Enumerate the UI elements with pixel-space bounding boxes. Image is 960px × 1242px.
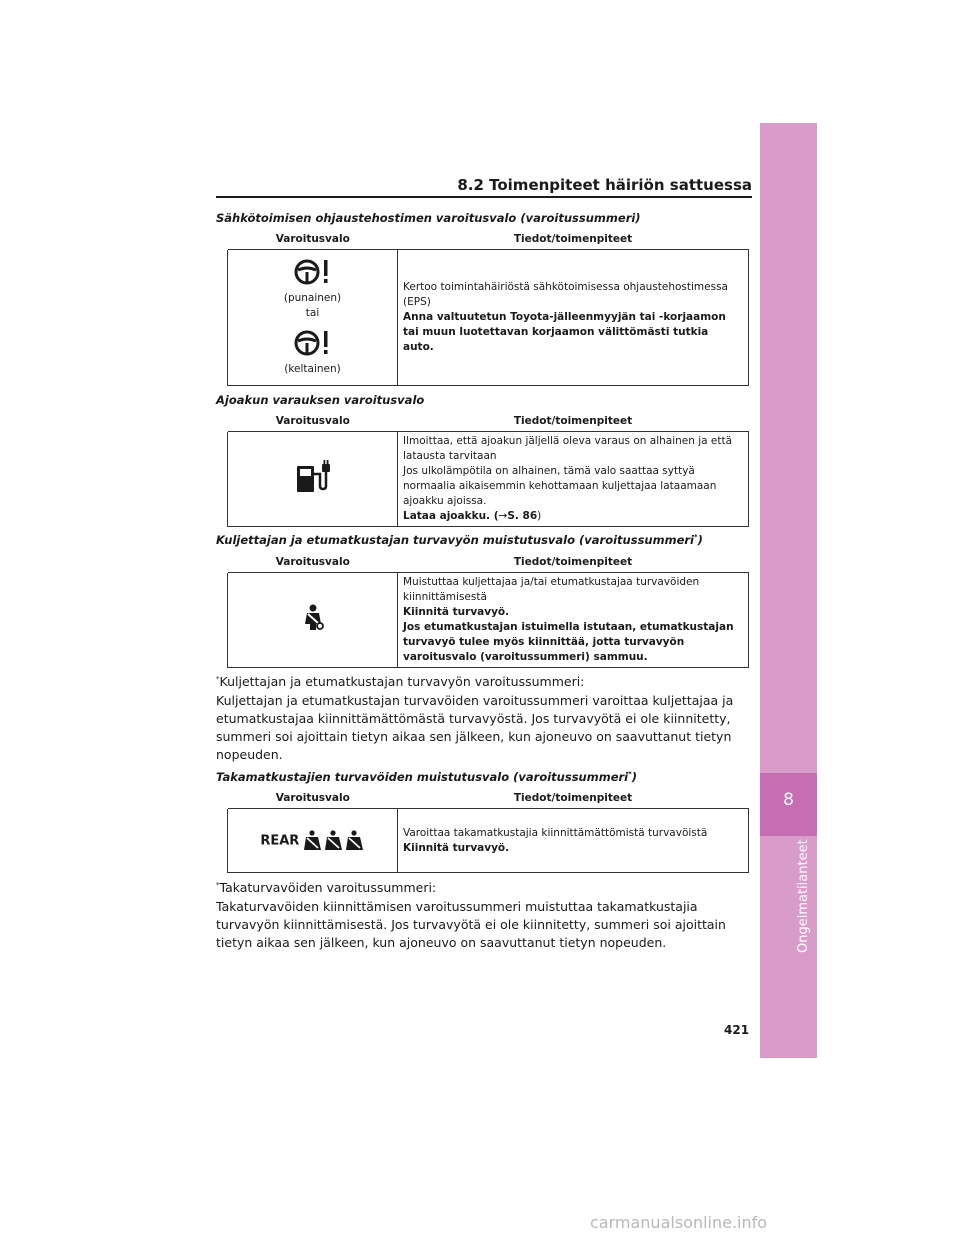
table-header-col2: Tiedot/toimenpiteet bbox=[513, 415, 633, 427]
page-number: 421 bbox=[724, 1023, 750, 1037]
info-instruction: Kiinnitä turvavyö. bbox=[403, 606, 510, 618]
header-rule bbox=[216, 196, 752, 198]
info-cell bbox=[398, 573, 749, 668]
info-instruction: Lataa ajoakku. (→S. 86) bbox=[403, 510, 542, 522]
info-cell bbox=[398, 250, 749, 386]
icon-label-or: tai bbox=[305, 307, 320, 319]
table-header-col2: Tiedot/toimenpiteet bbox=[513, 792, 633, 804]
info-text: Varoittaa takamatkustajia kiinnittämättömistä turvavöistä bbox=[403, 826, 708, 839]
info-instruction: Kiinnitä turvavyö. bbox=[403, 841, 510, 854]
rear-seatbelt-table bbox=[227, 789, 749, 873]
paragraph-rear-seatbelt: Takaturvavöiden kiinnittämisen varoitussummeri muistuttaa takamatkustajia turvavyön kiinnittämisestä. Jos turvavyötä ei ole kiinnitetty, summeri soi ajoittain tietyn aikaa sen jälkeen, kun ajoneuvo on saavuttanut tietyn nopeuden. bbox=[216, 899, 726, 950]
table-header-col2: Tiedot/toimenpiteet bbox=[513, 233, 633, 245]
watermark: carmanualsonline.info bbox=[590, 1213, 768, 1232]
section-front-seatbelt-title: Kuljettajan ja etumatkustajan turvavyön muistutusvalo (varoitussummeri*) bbox=[216, 533, 703, 547]
table-header-col1: Varoitusvalo bbox=[228, 553, 398, 573]
icon-cell bbox=[228, 809, 398, 873]
info-instruction: Jos etumatkustajan istuimella istutaan, etumatkustajan turvavyö tulee myös kiinnittää, jotta turvavyön varoitusvalo (varoitussummeri) sammuu. bbox=[403, 621, 734, 663]
rear-seatbelt-icon bbox=[303, 830, 365, 852]
seatbelt-icon bbox=[301, 604, 325, 632]
table-header-col2: Tiedot/toimenpiteet bbox=[513, 556, 633, 568]
side-tab-label: Ongelmatilanteet bbox=[796, 839, 811, 953]
info-text: Kertoo toimintahäiriöstä sähkötoimisessa ohjaustehostimessa (EPS) bbox=[403, 281, 728, 308]
eps-table bbox=[227, 230, 749, 386]
arrow-icon: → bbox=[498, 510, 508, 522]
section-battery-title: Ajoakun varauksen varoitusvalo bbox=[216, 393, 425, 407]
side-tab-number: 8 bbox=[783, 790, 794, 810]
info-cell bbox=[398, 432, 749, 527]
page-header-title: 8.2 Toimenpiteet häiriön sattuessa bbox=[457, 176, 752, 194]
table-header-col1: Varoitusvalo bbox=[228, 412, 398, 432]
icon-cell bbox=[228, 573, 398, 668]
table-row bbox=[228, 250, 749, 386]
battery-charge-icon bbox=[295, 460, 331, 494]
table-row bbox=[228, 573, 749, 668]
section-rear-seatbelt-title: Takamatkustajien turvavöiden muistutusvalo (varoitussummeri*) bbox=[216, 770, 638, 784]
icon-cell bbox=[228, 432, 398, 527]
section-eps-title: Sähkötoimisen ohjaustehostimen varoitusvalo (varoitussummeri) bbox=[216, 211, 641, 225]
table-header-col1: Varoitusvalo bbox=[228, 230, 398, 250]
steering-warning-icon bbox=[293, 258, 333, 286]
page-reference-link[interactable]: S. 86 bbox=[507, 510, 538, 522]
footnote-front-seatbelt: *Kuljettajan ja etumatkustajan turvavyön varoitussummeri: bbox=[216, 674, 585, 690]
table-row bbox=[228, 809, 749, 873]
info-text: Ilmoittaa, että ajoakun jäljellä oleva varaus on alhainen ja että latausta tarvitaan bbox=[403, 435, 733, 462]
icon-cell bbox=[228, 250, 398, 386]
table-header-col1: Varoitusvalo bbox=[228, 789, 398, 809]
table-row bbox=[228, 432, 749, 527]
info-instruction: Anna valtuutetun Toyota-jälleenmyyjän tai -korjaamon tai muun luotettavan korjaamon välittömästi tutkia auto. bbox=[403, 311, 726, 353]
side-tab-label-wrap bbox=[770, 839, 811, 1045]
footnote-rear-seatbelt: *Takaturvavöiden varoitussummeri: bbox=[216, 880, 437, 896]
info-cell bbox=[398, 809, 749, 873]
paragraph-front-seatbelt: Kuljettajan ja etumatkustajan turvavöiden varoitussummeri varoittaa kuljettajaa ja etumatkustajaa kiinnittämättömästä turvavyöstä. Jos turvavyötä ei ole kiinnitetty, summeri soi ajoittain tietyn aikaa sen jälkeen, kun ajoneuvo on saavuttanut tietyn nopeuden. bbox=[216, 693, 734, 762]
icon-label-yellow: (keltainen) bbox=[284, 363, 341, 375]
front-seatbelt-table bbox=[227, 553, 749, 668]
info-text: Muistuttaa kuljettajaa ja/tai etumatkustajaa turvavöiden kiinnittämisestä bbox=[403, 576, 700, 603]
rear-icon-text: REAR bbox=[260, 833, 300, 848]
battery-table bbox=[227, 412, 749, 527]
icon-label-red: (punainen) bbox=[283, 292, 342, 304]
info-text: Jos ulkolämpötila on alhainen, tämä valo saattaa syttyä normaalia aikaisemmin kehottamaan kuljettajaa lataamaan ajoakku ajoissa. bbox=[403, 465, 717, 507]
steering-warning-icon bbox=[293, 329, 333, 357]
